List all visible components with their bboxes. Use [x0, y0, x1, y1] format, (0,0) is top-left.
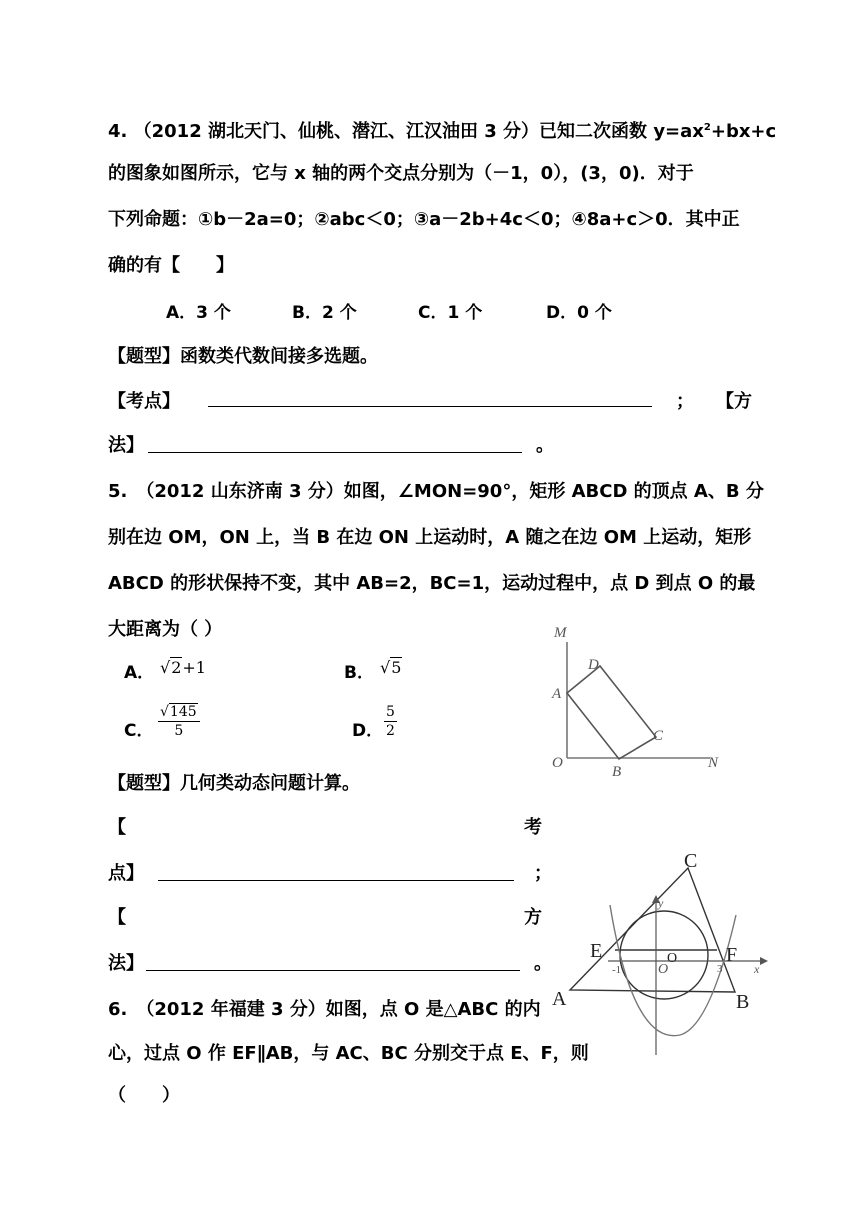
q5-fangfa-blank[interactable]: [146, 970, 520, 971]
label-o-center: O: [667, 951, 678, 966]
label-e: E: [590, 940, 603, 962]
label-origin: O: [658, 962, 669, 977]
q5-dian-label: 点】: [108, 863, 144, 884]
q4-option-b: B．2 个: [292, 303, 357, 323]
q6-triangle-figure: [540, 845, 780, 1060]
label-c: C: [653, 728, 664, 744]
q4-fangfa-blank[interactable]: [148, 452, 522, 453]
q5-bracket-open: 【: [108, 817, 126, 838]
q5-semicolon: ；: [534, 863, 552, 884]
q6-line-3: （ ）: [108, 1085, 180, 1106]
q4-line-3: 下列命题：①b－2a=0；②abc＜0；③a－2b+4c＜0；④8a+c＞0．其中正: [108, 209, 740, 230]
q4-fa-label: 法】: [108, 435, 144, 456]
q4-option-a: A．3 个: [166, 303, 231, 323]
q5-type-line: 【题型】几何类动态问题计算。: [108, 773, 360, 794]
q4-type-line: 【题型】函数类代数间接多选题。: [108, 346, 378, 367]
q5-option-a-value: √2+1: [160, 658, 206, 677]
q6-line-2: 心，过点 O 作 EF∥AB，与 AC、BC 分别交于点 E、F，则: [108, 1043, 589, 1064]
q5-option-b-label: B．: [344, 663, 374, 683]
q5-line-3: ABCD 的形状保持不变，其中 AB=2，BC=1，运动过程中，点 D 到点 O 的最: [108, 573, 756, 594]
q5-line-4: 大距离为（ ）: [108, 619, 223, 640]
q5-option-c-fraction: $\frac{√145}{5}$: [158, 704, 200, 739]
label-three: 3: [717, 963, 723, 975]
q4-semicolon: ；: [676, 391, 694, 412]
q4-fang-label: 【方: [716, 391, 752, 412]
label-minus-one: -1: [612, 964, 622, 976]
label-d: D: [588, 657, 599, 673]
q5-bracket-open-2: 【: [108, 907, 126, 928]
label-o: O: [552, 755, 563, 771]
label-a: A: [552, 988, 567, 1010]
q5-line-2: 别在边 OM，ON 上，当 B 在边 ON 上运动时，A 随之在边 OM 上运动，矩形: [108, 527, 752, 548]
label-a: A: [552, 686, 562, 702]
q4-line-4: 确的有【 】: [108, 255, 234, 276]
label-x: x: [754, 962, 760, 976]
q5-option-b-value: √5: [380, 658, 402, 677]
q5-option-d-label: D．: [352, 721, 384, 741]
q5-rectangle-figure: [540, 620, 740, 780]
label-y: y: [658, 896, 664, 910]
q5-option-d-fraction: $\frac{5}{2}$: [386, 704, 395, 739]
q4-line-1: 4. （2012 湖北天门、仙桃、潜江、江汉油田 3 分）已知二次函数 $y=ax^2+bx+c$: [108, 121, 777, 142]
q4-option-c: C．1 个: [418, 303, 483, 323]
q5-period: 。: [534, 953, 552, 974]
q4-period: 。: [536, 435, 554, 456]
incircle: [620, 911, 708, 999]
label-f: F: [726, 944, 738, 966]
q4-line-2: 的图象如图所示，它与 x 轴的两个交点分别为（－1，0），(3，0)．对于: [108, 163, 694, 184]
q4-kaodian-label: 【考点】: [108, 391, 180, 412]
q5-option-a-label: A．: [124, 663, 155, 683]
q5-fa-label: 法】: [108, 953, 144, 974]
label-b: B: [736, 991, 750, 1013]
label-b: B: [612, 764, 622, 780]
x-axis-arrow: [760, 957, 768, 965]
q5-kaodian-blank[interactable]: [158, 880, 514, 881]
rectangle-abcd: [567, 666, 656, 759]
q4-kaodian-blank[interactable]: [208, 406, 652, 407]
q5-fang-char: 方: [524, 907, 542, 928]
q5-line-1: 5. （2012 山东济南 3 分）如图，∠MON=90°，矩形 ABCD 的顶点 A、B 分: [108, 481, 764, 502]
q5-kao-char: 考: [524, 817, 542, 838]
q4-option-d: D．0 个: [546, 303, 612, 323]
label-m: M: [554, 625, 567, 641]
q6-line-1: 6. （2012 年福建 3 分）如图，点 O 是△ABC 的内: [108, 999, 541, 1020]
label-n: N: [708, 755, 719, 771]
triangle-abc: [570, 868, 738, 992]
q5-option-c-label: C．: [124, 721, 154, 741]
label-c: C: [684, 850, 698, 872]
